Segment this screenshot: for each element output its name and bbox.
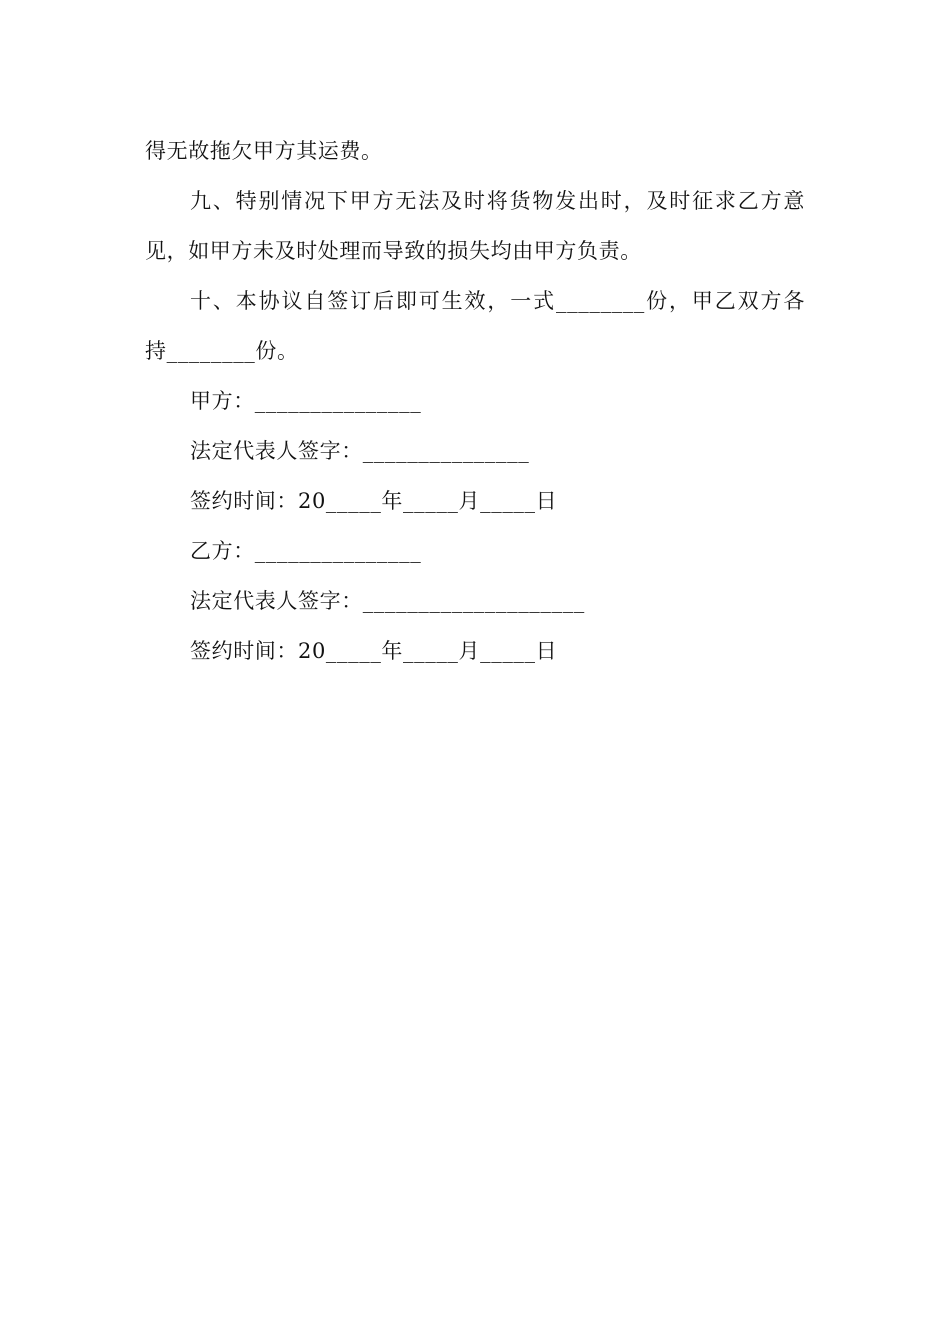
paragraph-8-continuation: 得无故拖欠甲方其运费。: [145, 139, 383, 163]
party-b-signing-date: 签约时间：20_____年_____月_____日: [190, 639, 558, 663]
paragraph-9-line-1: 九、特别情况下甲方无法及时将货物发出时，及时征求乙方意: [190, 189, 805, 213]
paragraph-10-line-1: 十、本协议自签订后即可生效，一式________份，甲乙双方各: [190, 289, 805, 313]
paragraph-10-line-2: 持________份。: [145, 339, 299, 363]
party-a-field: 甲方：_______________: [190, 389, 422, 413]
party-b-field: 乙方：_______________: [190, 539, 422, 563]
party-a-signing-date: 签约时间：20_____年_____月_____日: [190, 489, 558, 513]
paragraph-9-line-2: 见，如甲方未及时处理而导致的损失均由甲方负责。: [145, 239, 642, 263]
party-a-representative-signature: 法定代表人签字：_______________: [190, 439, 530, 463]
party-b-representative-signature: 法定代表人签字：____________________: [190, 589, 585, 613]
